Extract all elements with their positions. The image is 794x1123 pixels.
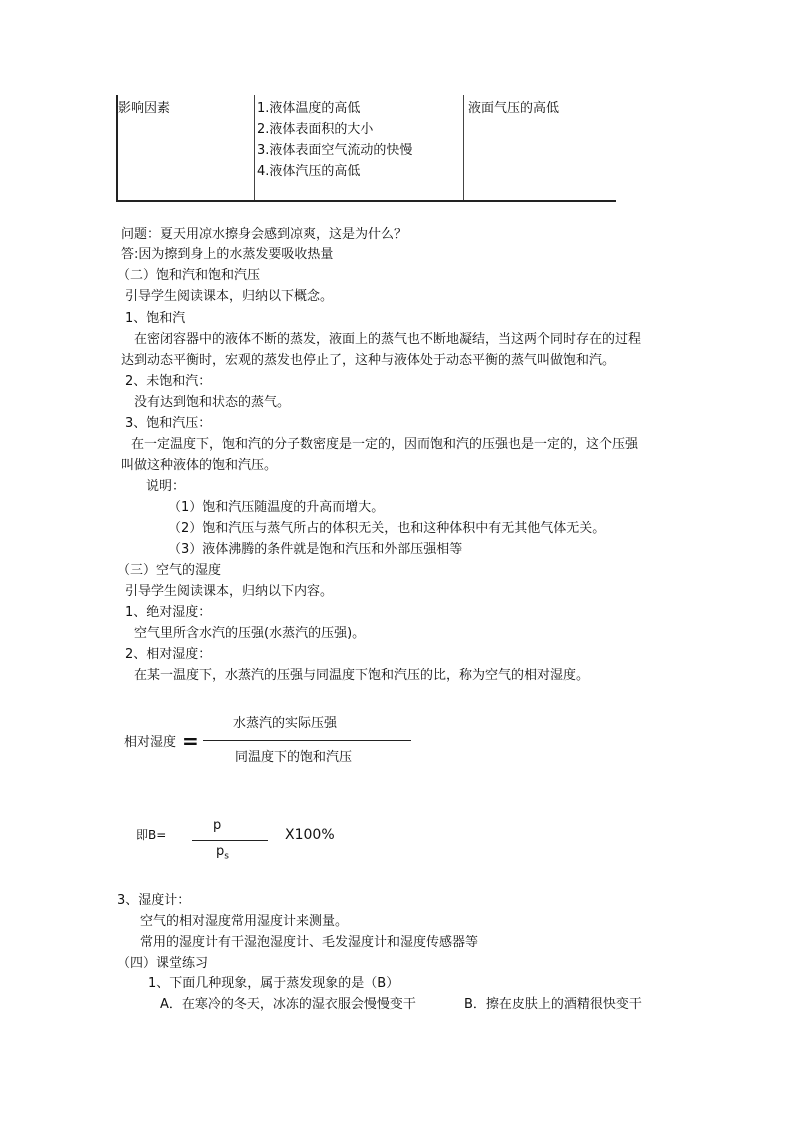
subheading: 2、未饱和汽：	[125, 374, 212, 389]
subheading: 2、相对湿度：	[125, 647, 212, 662]
list-item: 1.液体温度的高低	[257, 101, 361, 116]
table-cell-factors: 影响因素	[118, 101, 171, 116]
formula-numerator: 水蒸汽的实际压强	[233, 716, 338, 731]
formula-label: 即B=	[136, 828, 167, 842]
note-label: 说明：	[146, 479, 186, 494]
table-cell-pressure: 液面气压的高低	[468, 101, 560, 116]
table-divider	[254, 95, 255, 200]
paragraph: 叫做这种液体的饱和汽压。	[121, 458, 278, 473]
list-item: 2.液体表面积的大小	[257, 122, 374, 137]
list-item: 3.液体表面空气流动的快慢	[257, 143, 413, 158]
subheading: 1、绝对湿度：	[125, 605, 212, 620]
formula-label: 相对湿度	[124, 735, 177, 750]
paragraph: 空气里所含水汽的压强(水蒸汽的压强)。	[134, 626, 366, 641]
fraction-bar	[192, 840, 268, 841]
paragraph: 引导学生阅读课本，归纳以下概念。	[125, 289, 334, 304]
factors-table	[116, 95, 616, 202]
note-item: （1）饱和汽压随温度的升高而增大。	[168, 500, 385, 515]
note-item: （2）饱和汽压与蒸气所占的体积无关，也和这种体积中有无其他气体无关。	[168, 521, 606, 536]
formula-denominator: $p_s$	[216, 844, 229, 862]
formula-numerator: p	[213, 818, 222, 833]
exercise-option-a: A．在寒冷的冬天，冰冻的湿衣服会慢慢变干	[160, 997, 416, 1012]
subheading: 3、湿度计：	[117, 893, 191, 908]
exercise-question: 1、下面几种现象，属于蒸发现象的是（B）	[148, 976, 400, 991]
paragraph: 在某一温度下，水蒸汽的压强与同温度下饱和汽压的比，称为空气的相对湿度。	[134, 668, 590, 683]
note-item: （3）液体沸腾的条件就是饱和汽压和外部压强相等	[168, 542, 463, 557]
formula-denominator: 同温度下的饱和汽压	[235, 750, 353, 765]
paragraph: 达到动态平衡时，宏观的蒸发也停止了，这种与液体处于动态平衡的蒸气叫做饱和汽。	[121, 353, 616, 368]
section-heading: （三）空气的湿度	[117, 563, 222, 578]
subheading: 3、饱和汽压：	[125, 416, 212, 431]
table-divider	[463, 95, 464, 200]
exercise-option-b: B．擦在皮肤上的酒精很快变干	[464, 997, 642, 1012]
table-cell-list	[257, 98, 412, 182]
paragraph: 在一定温度下，饱和汽的分子数密度是一定的，因而饱和汽的压强也是一定的，这个压强	[131, 437, 639, 452]
paragraph: 引导学生阅读课本，归纳以下内容。	[125, 584, 334, 599]
fraction-bar	[203, 740, 411, 741]
formula-equals: =	[182, 729, 199, 753]
answer: 答:因为擦到身上的水蒸发要吸收热量	[121, 247, 334, 262]
paragraph: 空气的相对湿度常用湿度计来测量。	[140, 914, 349, 929]
list-item: 4.液体汽压的高低	[257, 164, 361, 179]
subheading: 1、饱和汽	[125, 311, 186, 326]
section-heading: （四）课堂练习	[117, 956, 209, 971]
section-heading: （二）饱和汽和饱和汽压	[117, 268, 261, 283]
paragraph: 在密闭容器中的液体不断的蒸发，液面上的蒸气也不断地凝结，当这两个同时存在的过程	[134, 332, 642, 347]
formula-factor: X100%	[285, 827, 335, 843]
question: 问题：夏天用凉水擦身会感到凉爽，这是为什么？	[121, 227, 408, 242]
paragraph: 没有达到饱和状态的蒸气。	[134, 395, 291, 410]
paragraph: 常用的湿度计有干湿泡湿度计、毛发湿度计和湿度传感器等	[140, 935, 479, 950]
